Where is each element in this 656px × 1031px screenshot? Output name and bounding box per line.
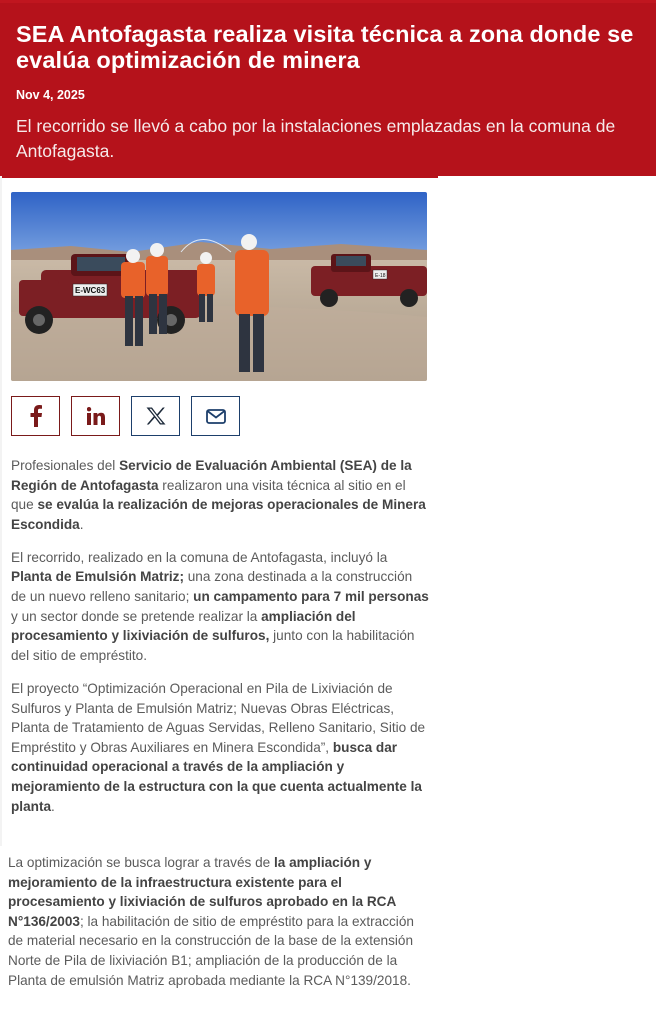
article-date: Nov 4, 2025 bbox=[16, 88, 85, 102]
paragraph-4: La optimización se busca lograr a través de la ampliación y mejoramiento de la infraestructura existente para el procesamiento y lixiviación de sulfuros aprobado en la RCA N°136/2003; la habilitación de sitio de empréstito para la extracción de material necesario en la construcción de la base de la extensión Norte de Pila de lixiviación B1; ampliación de la producción de la Planta de emulsión Matriz aprobada mediante la RCA N°139/2018. bbox=[8, 855, 414, 988]
article-header bbox=[0, 0, 656, 176]
header-divider bbox=[0, 176, 438, 178]
article-photo bbox=[11, 192, 427, 381]
article-title: SEA Antofagasta realiza visita técnica a zona donde se evalúa optimización de minera bbox=[16, 21, 634, 73]
paragraph-3: El proyecto “Optimización Operacional en Pila de Lixiviación de Sulfuros y Planta de Emulsión Matriz; Nuevas Obras Eléctricas, Planta de Tratamiento de Aguas Servidas, Relleno Sanitario, Sitio de Empréstito y Obras Auxiliares en Minera Escondida”, busca dar continuidad operacional a través de la ampliación y mejoramiento de la estructura con la que cuenta actualmente la planta. bbox=[11, 680, 426, 814]
share-x-button[interactable] bbox=[131, 396, 180, 436]
content-left-border bbox=[0, 176, 2, 846]
paragraph-2: El recorrido, realizado en la comuna de Antofagasta, incluyó la Planta de Emulsión Matriz; una zona destinada a la construcción de un nuevo relleno sanitario; un campamento para 7 mil personas y un sector donde se pretende realizar la ampliación del procesamiento y lixiviación de sulfuros, junto con la habilitación del sitio de empréstito. bbox=[11, 549, 429, 663]
article-body bbox=[8, 456, 429, 988]
mail-icon bbox=[206, 409, 226, 424]
share-linkedin-button[interactable] bbox=[71, 396, 120, 436]
truck-plate-1: E-WC63 bbox=[75, 286, 106, 295]
linkedin-icon bbox=[87, 407, 105, 425]
facebook-icon bbox=[29, 405, 43, 427]
article-subtitle: El recorrido se llevó a cabo por la instalaciones emplazadas en la comuna de Antofagasta. bbox=[16, 116, 616, 161]
x-icon bbox=[146, 407, 166, 425]
truck-plate-2: E-18 bbox=[375, 273, 386, 279]
share-facebook-button[interactable] bbox=[11, 396, 60, 436]
share-bar bbox=[11, 396, 240, 436]
paragraph-1: Profesionales del Servicio de Evaluación Ambiental (SEA) de la Región de Antofagasta realizaron una visita técnica al sitio en el que se evalúa la realización de mejoras operacionales de Minera Escondida. bbox=[11, 458, 426, 532]
share-email-button[interactable] bbox=[191, 396, 240, 436]
